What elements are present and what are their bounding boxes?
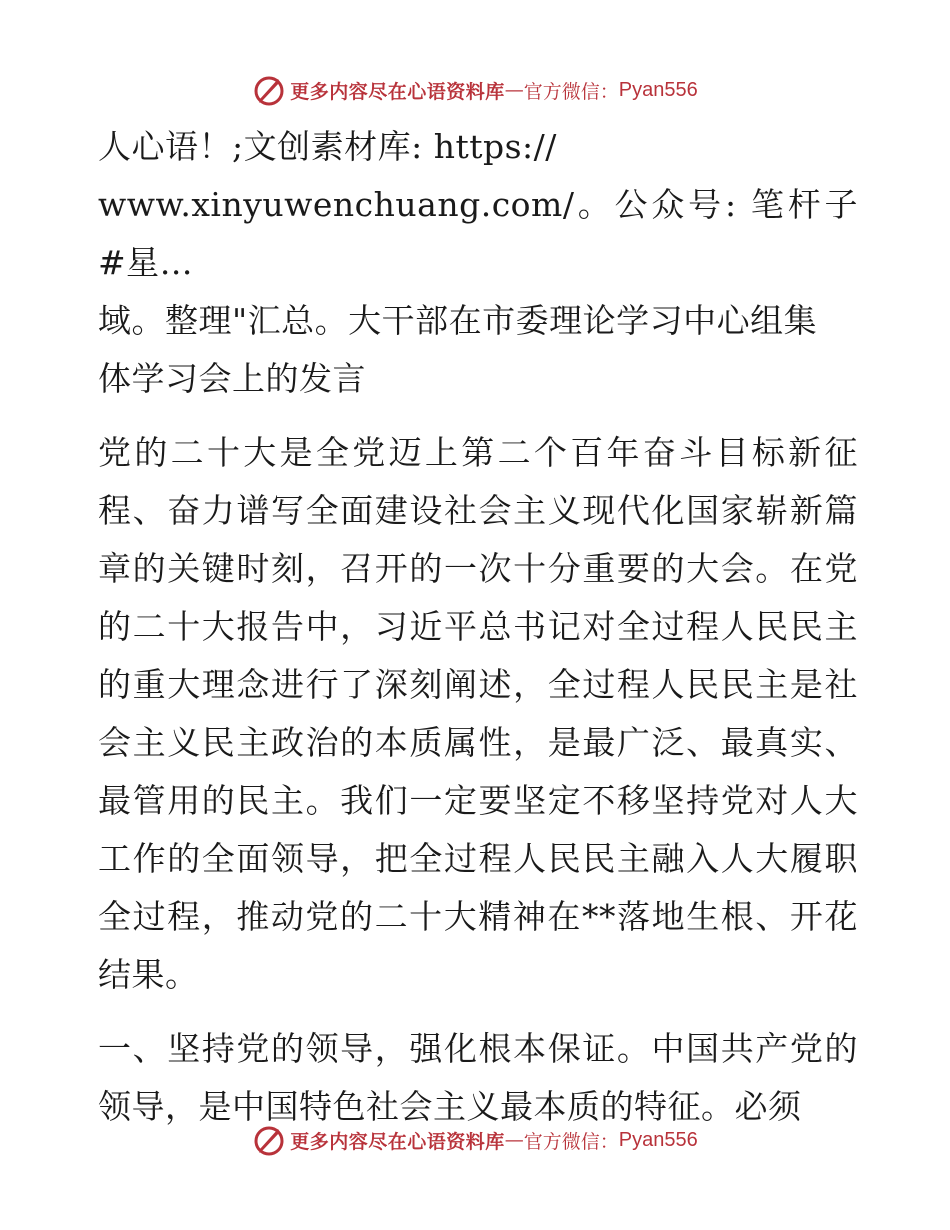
- banner-dash: —: [504, 1129, 524, 1151]
- banner-brand-text: 更多内容尽在心语资料库: [290, 1130, 505, 1153]
- title-line: www.xinyuwenchuang.com/。公众号: 笔杆子#星…: [98, 185, 858, 282]
- feather-pen-logo-icon: [252, 73, 286, 107]
- banner-official-label: 官方微信：: [523, 1130, 619, 1153]
- document-title: [98, 118, 858, 408]
- header-watermark-banner: [0, 70, 950, 110]
- title-line: 人心语！;文创素材库: https://: [98, 127, 557, 166]
- banner-official-label: 官方微信：: [523, 80, 619, 103]
- banner-wechat-id: Pyan556: [618, 78, 698, 101]
- body-paragraph-1: 党的二十大是全党迈上第二个百年奋斗目标新征程、奋力谱写全面建设社会主义现代化国家崭新篇章的关键时刻，召开的一次十分重要的大会。在党的二十大报告中，习近平总书记对全过程人民民主的重大理念进行了深刻阐述，全过程人民民主是社会主义民主政治的本质属性，是最广泛、最真实、最管用的民主。我们一定要坚定不移坚持党对人大工作的全面领导，把全过程人民民主融入人大履职全过程，推动党的二十大精神在**落地生根、开花结果。: [98, 433, 858, 994]
- body-paragraph-2: 一、坚持党的领导，强化根本保证。中国共产党的领导，是中国特色社会主义最本质的特征。必须: [98, 1029, 858, 1126]
- title-line: 体学习会上的发言: [98, 359, 366, 398]
- banner-wechat-id: Pyan556: [618, 1128, 698, 1151]
- feather-pen-logo-icon: [252, 1123, 286, 1157]
- footer-watermark-banner: [0, 1120, 950, 1160]
- title-line: 域。整理"汇总。大干部在市委理论学习中心组集: [98, 301, 818, 340]
- banner-brand-text: 更多内容尽在心语资料库: [290, 80, 505, 103]
- document-body: [98, 118, 858, 1152]
- banner-dash: —: [504, 79, 524, 101]
